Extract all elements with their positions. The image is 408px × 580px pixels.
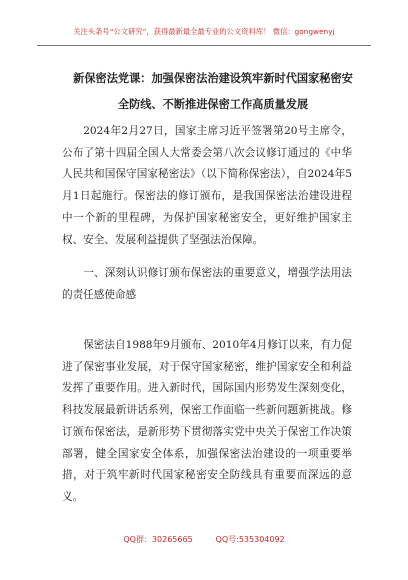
document-title: 新保密法党课：加强保密法治建设筑牢新时代国家秘密安全防线、不断推进保密工作高质量发展	[73, 72, 353, 111]
section-heading: 一、深刻认识修订颁布保密法的重要意义，增强学法用法的责任感使命感	[62, 267, 352, 301]
footer-qq-number: QQ号:535304092	[215, 535, 285, 544]
header-banner: 关注头条号“公文研究”，获得最新最全最专业的公文资料库！ 微信：gongwenyj	[73, 27, 335, 36]
footer-contacts	[0, 534, 408, 545]
footer-qq-group: QQ群：30265665	[123, 535, 193, 544]
intro-paragraph: 2024年2月27日，国家主席习近平签署第20号主席令，公布了第十四届全国人大常委会第八次会议修订通过的《中华人民共和国保守国家秘密法》（以下简称保密法），自2024年5月1日起施行。保密法的修订颁布，是我国保密法治建设进程中一个新的里程碑，为保护国家秘密安全，更好维护国家主权、安全、发展利益提供了坚强法治保障。	[62, 125, 352, 246]
header-divider	[37, 45, 371, 46]
section-paragraph: 保密法自1988年9月颁布、2010年4月修订以来，有力促进了保密事业发展，对于保守国家秘密，维护国家安全和利益发挥了重要作用。进入新时代，国际国内形势发生深刻变化，科技发展最新讲话系列，保密工作面临一些新问题新挑战。修订颁布保密法，是新形势下贯彻落实党中央关于保密工作决策部署，健全国家安全体系，加强保密法治建设的一项重要举措，对于筑牢新时代国家秘密安全防线具有重要而深远的意义。	[62, 339, 352, 503]
